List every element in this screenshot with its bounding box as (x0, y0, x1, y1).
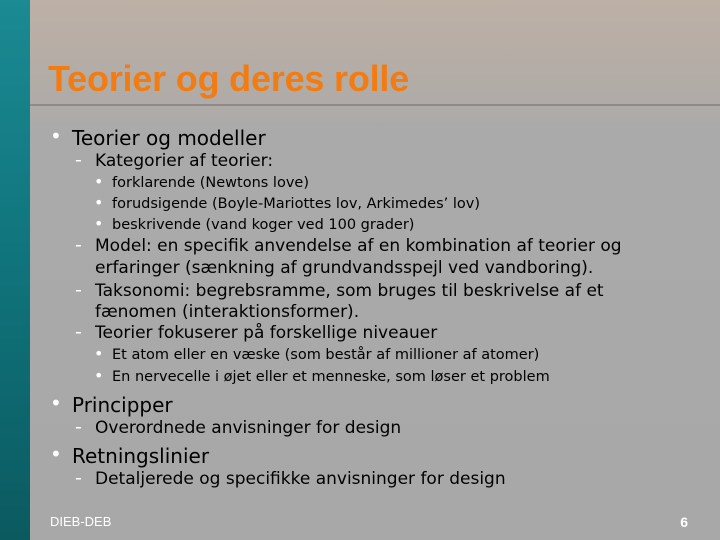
page-number: 6 (680, 514, 688, 530)
sub-bullet-model-line1: Model: en specifik anvendelse af en kombination af teorier og (95, 236, 622, 256)
dash-icon: - (75, 321, 82, 343)
bullet-icon: • (50, 124, 62, 148)
sub-bullet-taksonomi-line1: Taksonomi: begrebsramme, som bruges til beskrivelse af et (95, 281, 604, 301)
list-item-atom: Et atom eller en væske (som består af millioner af atomer) (112, 347, 540, 363)
bullet-icon: • (94, 193, 104, 212)
left-accent-bar (0, 0, 30, 540)
bullet-icon: • (94, 366, 104, 385)
bullet-icon: • (94, 172, 104, 191)
dash-icon: - (75, 467, 82, 489)
dash-icon: - (75, 149, 82, 171)
bullet-icon: • (94, 344, 104, 363)
list-item-forudsigende: forudsigende (Boyle-Mariottes lov, Arkimedes’ lov) (112, 196, 481, 212)
bullet-teorier-og-modeller: Teorier og modeller (72, 126, 266, 150)
bullet-principper: Principper (72, 393, 173, 417)
bullet-icon: • (50, 442, 62, 466)
dash-icon: - (75, 234, 82, 256)
sub-bullet-model-line2: erfaringer (sænkning af grundvandsspejl ved vandboring). (95, 258, 594, 278)
bullet-icon: • (94, 214, 104, 233)
list-item-nervecelle: En nervecelle i øjet eller et menneske, som løser et problem (112, 369, 550, 385)
dash-icon: - (75, 416, 82, 438)
sub-bullet-overordnede: Overordnede anvisninger for design (95, 418, 402, 438)
sub-bullet-kategorier: Kategorier af teorier: (95, 151, 274, 171)
title-divider (30, 104, 720, 106)
bullet-retningslinier: Retningslinier (72, 444, 210, 468)
bullet-icon: • (50, 391, 62, 415)
footer-label: DIEB-DEB (50, 514, 112, 529)
slide-title: Teorier og deres rolle (48, 58, 410, 99)
sub-bullet-detaljerede: Detaljerede og specifikke anvisninger for design (95, 469, 506, 489)
list-item-forklarende: forklarende (Newtons love) (112, 175, 309, 191)
sub-bullet-niveauer: Teorier fokuserer på forskellige niveauer (95, 323, 438, 343)
sub-bullet-taksonomi-line2: fænomen (interaktionsformer). (95, 302, 360, 322)
list-item-beskrivende: beskrivende (vand koger ved 100 grader) (112, 217, 415, 233)
dash-icon: - (75, 279, 82, 301)
